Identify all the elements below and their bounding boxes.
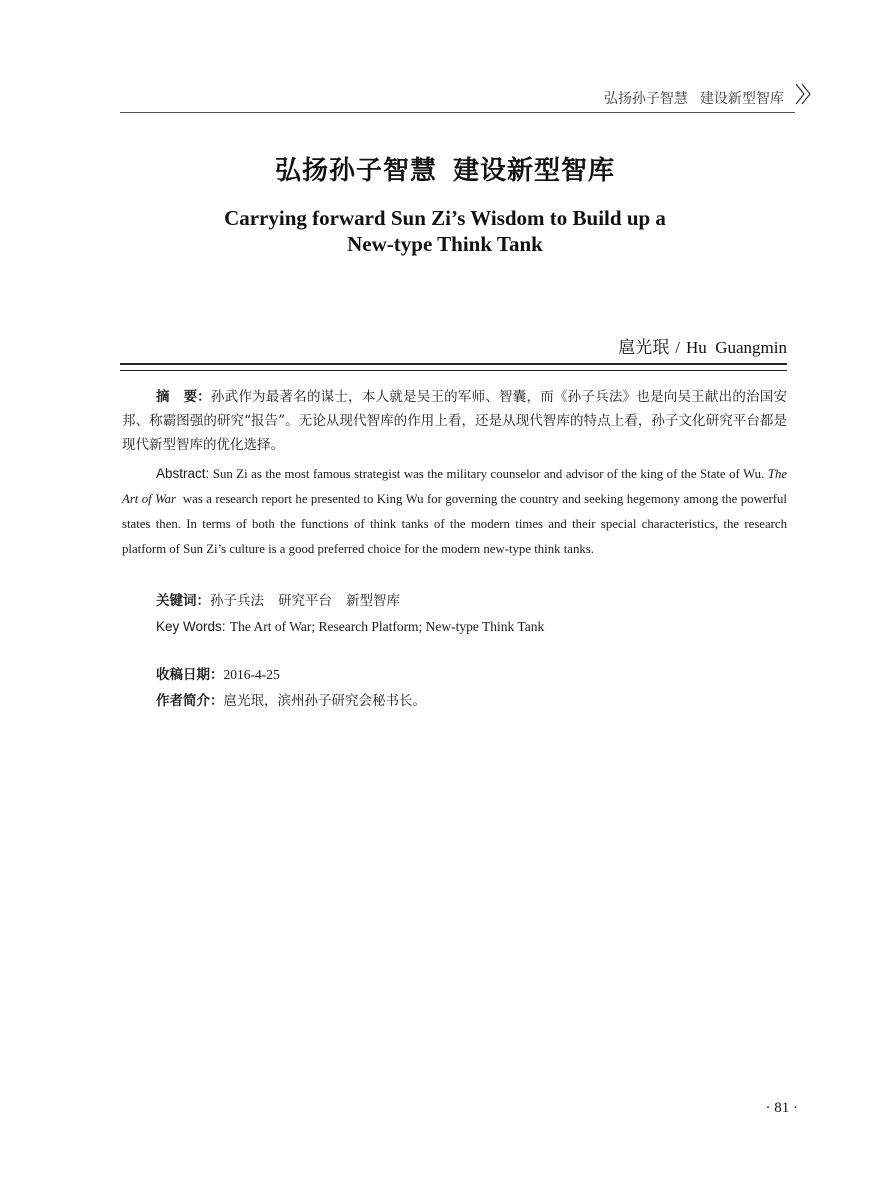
author-bio-label: 作者简介： xyxy=(156,693,224,709)
article-front-matter xyxy=(122,385,787,714)
double-rule-divider xyxy=(120,363,787,371)
page-title-cn xyxy=(0,150,890,187)
author-name-cn: 扈光珉 xyxy=(618,338,670,357)
title-en-line2: New-type Think Tank xyxy=(347,232,543,256)
title-en-line1: Carrying forward Sun Zi’s Wisdom to Build up a xyxy=(224,206,666,230)
received-date-value: 2016-4-25 xyxy=(223,667,280,682)
keyword-cn-item: 孙子兵法 xyxy=(210,593,264,609)
abstract-en-text1: Sun Zi as the most famous strategist was the military counselor and advisor of the king of the State of Wu. xyxy=(212,467,765,481)
abstract-en xyxy=(122,461,787,562)
keywords-cn-label: 关键词： xyxy=(156,593,210,609)
abstract-cn-text: 孙武作为最著名的谋士，本人就是吴王的军师、智囊，而《孙子兵法》也是向吴王献出的治国安邦、称霸图强的研究“报告”。无论从现代智库的作用上看，还是从现代智库的特点上看，孙子文化研究平台都是现代新型智库的优化选择。 xyxy=(122,389,788,453)
author-slash: / xyxy=(675,338,680,357)
keywords-block xyxy=(122,588,787,640)
keyword-cn-item: 研究平台 xyxy=(278,593,332,609)
double-chevron-right-icon xyxy=(793,82,813,106)
author-bio xyxy=(156,688,787,714)
keywords-en-label: Key Words: xyxy=(156,619,226,634)
title-cn-part2: 建设新型智库 xyxy=(453,156,616,186)
page-title-en xyxy=(0,205,890,257)
author-line xyxy=(618,333,787,358)
abstract-en-text2: was a research report he presented to King Wu for governing the country and seeking hegemony among the powerful states then. In terms of both the functions of think tanks of the modern times and their special characteristics, the research platform of Sun Zi’s culture is a good preferred choice for the modern new-type think tanks. xyxy=(122,492,787,556)
running-header xyxy=(120,82,795,113)
author-bio-value: 扈光珉，滨州孙子研究会秘书长。 xyxy=(223,693,426,709)
keywords-cn xyxy=(156,588,787,614)
keywords-en-rest: ; Research Platform; New-type Think Tank xyxy=(311,619,545,634)
title-cn-part1: 弘扬孙子智慧 xyxy=(274,156,437,186)
keywords-en xyxy=(156,614,787,640)
author-name-en: Hu Guangmin xyxy=(685,338,787,357)
article-info-block xyxy=(122,662,787,714)
abstract-cn xyxy=(122,385,787,457)
running-header-part1: 弘扬孙子智慧 xyxy=(603,91,688,107)
abstract-en-label: Abstract: xyxy=(156,466,210,481)
abstract-cn-label: 摘 要： xyxy=(156,389,211,405)
received-date-label: 收稿日期： xyxy=(156,667,224,683)
running-header-part2: 建设新型智库 xyxy=(699,91,784,107)
keyword-en-item1: The Art of War xyxy=(229,619,312,634)
keyword-cn-item: 新型智库 xyxy=(346,593,400,609)
abstract-en-book-title: The Art of War xyxy=(122,467,788,506)
page-number: · 81 · xyxy=(765,1100,798,1116)
received-date xyxy=(156,662,787,688)
